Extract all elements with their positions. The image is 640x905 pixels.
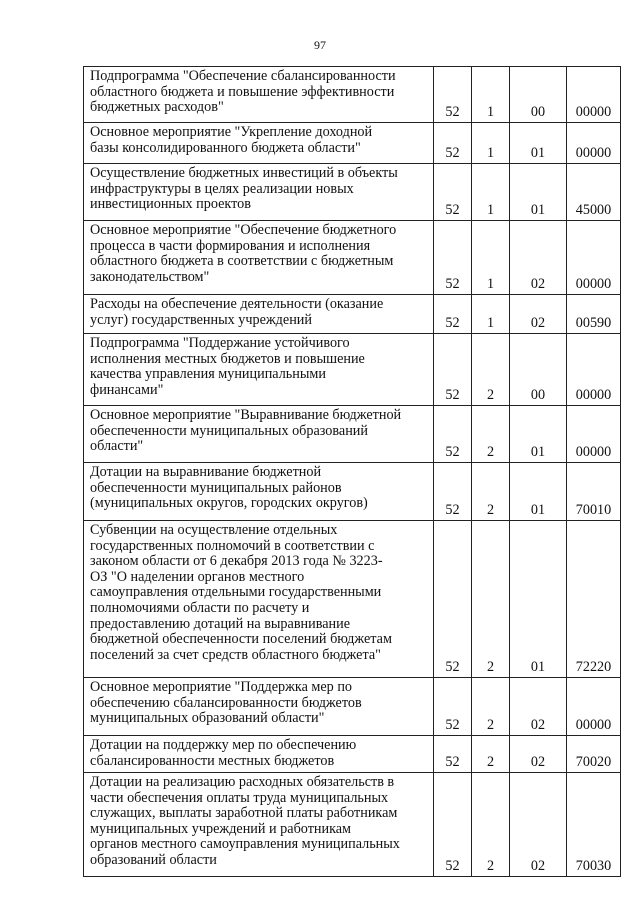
code-col-2: 1 xyxy=(472,164,510,221)
code-col-3: 01 xyxy=(510,463,567,521)
code-col-1: 52 xyxy=(434,123,472,164)
code-col-2: 2 xyxy=(472,678,510,736)
table-row xyxy=(84,773,621,877)
row-name: Дотации на поддержку мер по обеспечению сбалансированности местных бюджетов xyxy=(84,736,434,773)
code-col-1: 52 xyxy=(434,334,472,406)
code-col-1: 52 xyxy=(434,463,472,521)
code-col-3: 00 xyxy=(510,334,567,406)
code-col-2: 2 xyxy=(472,334,510,406)
page-number: 97 xyxy=(314,38,326,52)
code-col-1: 52 xyxy=(434,221,472,295)
row-name: Субвенции на осуществление отдельных государственных полномочий в соответствии с законом области от 6 декабря 2013 года № 3223- ОЗ "О наделении органов местного самоуправления отдельными государственными полномочиями области по расчету и предоставлению дотаций на выравнивание бюджетной обеспеченности поселений бюджетам поселений за счет средств областного бюджета" xyxy=(84,521,434,678)
row-name: Осуществление бюджетных инвестиций в объекты инфраструктуры в целях реализации новых инвестиционных проектов xyxy=(84,164,434,221)
table-row xyxy=(84,67,621,123)
code-col-4: 45000 xyxy=(567,164,621,221)
code-col-3: 01 xyxy=(510,123,567,164)
code-col-4: 00000 xyxy=(567,406,621,463)
code-col-1: 52 xyxy=(434,773,472,877)
table-row xyxy=(84,463,621,521)
code-col-3: 02 xyxy=(510,678,567,736)
code-col-3: 01 xyxy=(510,164,567,221)
table-row xyxy=(84,164,621,221)
code-col-3: 02 xyxy=(510,773,567,877)
row-name: Подпрограмма "Обеспечение сбалансированности областного бюджета и повышение эффективности бюджетных расходов" xyxy=(84,67,434,123)
code-col-4: 00000 xyxy=(567,678,621,736)
table-row xyxy=(84,736,621,773)
row-name: Основное мероприятие "Выравнивание бюджетной обеспеченности муниципальных образований области" xyxy=(84,406,434,463)
row-name: Расходы на обеспечение деятельности (оказание услуг) государственных учреждений xyxy=(84,295,434,334)
table-row xyxy=(84,334,621,406)
code-col-4: 72220 xyxy=(567,521,621,678)
code-col-2: 2 xyxy=(472,773,510,877)
code-col-1: 52 xyxy=(434,736,472,773)
code-col-3: 01 xyxy=(510,406,567,463)
code-col-2: 2 xyxy=(472,463,510,521)
code-col-4: 70030 xyxy=(567,773,621,877)
code-col-2: 2 xyxy=(472,521,510,678)
row-name: Основное мероприятие "Поддержка мер по обеспечению сбалансированности бюджетов муниципальных образований области" xyxy=(84,678,434,736)
table-row xyxy=(84,221,621,295)
row-name: Дотации на выравнивание бюджетной обеспеченности муниципальных районов (муниципальных округов, городских округов) xyxy=(84,463,434,521)
row-name: Основное мероприятие "Укрепление доходной базы консолидированного бюджета области" xyxy=(84,123,434,164)
table-row xyxy=(84,521,621,678)
code-col-4: 00000 xyxy=(567,221,621,295)
code-col-2: 2 xyxy=(472,406,510,463)
code-col-3: 00 xyxy=(510,67,567,123)
budget-classification-table xyxy=(83,66,621,877)
table-row xyxy=(84,295,621,334)
table-row xyxy=(84,406,621,463)
code-col-2: 1 xyxy=(472,295,510,334)
code-col-2: 1 xyxy=(472,67,510,123)
code-col-3: 02 xyxy=(510,736,567,773)
code-col-3: 02 xyxy=(510,221,567,295)
code-col-4: 00000 xyxy=(567,334,621,406)
table-row xyxy=(84,678,621,736)
code-col-1: 52 xyxy=(434,678,472,736)
code-col-4: 70010 xyxy=(567,463,621,521)
code-col-4: 00590 xyxy=(567,295,621,334)
code-col-2: 1 xyxy=(472,123,510,164)
code-col-1: 52 xyxy=(434,406,472,463)
row-name: Основное мероприятие "Обеспечение бюджетного процесса в части формирования и исполнения областного бюджета в соответствии с бюджетным законодательством" xyxy=(84,221,434,295)
code-col-2: 2 xyxy=(472,736,510,773)
code-col-1: 52 xyxy=(434,295,472,334)
row-name: Дотации на реализацию расходных обязательств в части обеспечения оплаты труда муниципальных служащих, выплаты заработной платы работникам муниципальных учреждений и работникам органов местного самоуправления муниципальных образований области xyxy=(84,773,434,877)
code-col-1: 52 xyxy=(434,67,472,123)
code-col-3: 01 xyxy=(510,521,567,678)
code-col-4: 70020 xyxy=(567,736,621,773)
row-name: Подпрограмма "Поддержание устойчивого исполнения местных бюджетов и повышение качества управления муниципальными финансами" xyxy=(84,334,434,406)
code-col-4: 00000 xyxy=(567,123,621,164)
code-col-3: 02 xyxy=(510,295,567,334)
table-row xyxy=(84,123,621,164)
code-col-4: 00000 xyxy=(567,67,621,123)
code-col-1: 52 xyxy=(434,164,472,221)
code-col-1: 52 xyxy=(434,521,472,678)
code-col-2: 1 xyxy=(472,221,510,295)
